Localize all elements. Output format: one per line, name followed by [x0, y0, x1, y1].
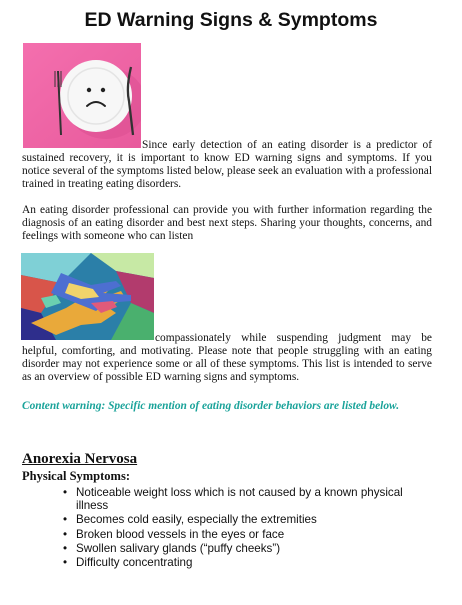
content-warning: Content warning: Specific mention of eating disorder behaviors are listed below.: [22, 400, 400, 412]
professional-paragraph: An eating disorder professional can provide you with further information regarding the diagnosis of an eating disorder and best next steps. Sharing your thoughts, concerns, and feelings with someone who can listen: [22, 204, 432, 242]
intro-paragraph-text: Since early detection of an eating disorder is a predictor of sustained recovery, it is important to know ED warning signs and symptoms. If you notice several of the symptoms listed below, please seek an evaluation with a professional trained in treating eating disorders.: [22, 139, 432, 190]
bullet-icon: •: [63, 556, 68, 570]
symptom-list: [63, 486, 433, 570]
bullet-icon: •: [63, 527, 68, 541]
list-item: • Difficulty concentrating: [63, 556, 193, 570]
list-item: • Becomes cold easily, especially the extremities: [63, 513, 317, 527]
bullet-icon: •: [63, 513, 68, 527]
list-item: • Noticeable weight loss which is not caused by a known physical illness: [63, 486, 403, 513]
bullet-icon: •: [63, 486, 68, 499]
list-item: • Broken blood vessels in the eyes or face: [63, 527, 285, 541]
colorful-hands-art-image: [21, 253, 154, 340]
page-title: ED Warning Signs & Symptoms: [84, 9, 378, 31]
list-item: • Swollen salivary glands (“puffy cheeks”): [63, 541, 281, 555]
sad-face-plate-image: [23, 43, 141, 148]
intro-paragraph: [22, 139, 432, 191]
section-subtitle: Physical Symptoms:: [22, 469, 130, 483]
listen-paragraph-text: compassionately while suspending judgment may be helpful, comforting, and motivating. Please note that people struggling with an eating disorder may not experience some or all of these symptoms. This list is intended to serve as an overview of possible ED warning signs and symptoms.: [22, 332, 432, 383]
bullet-icon: •: [63, 541, 68, 555]
section-title: Anorexia Nervosa: [22, 451, 138, 467]
listen-paragraph: [22, 332, 432, 384]
